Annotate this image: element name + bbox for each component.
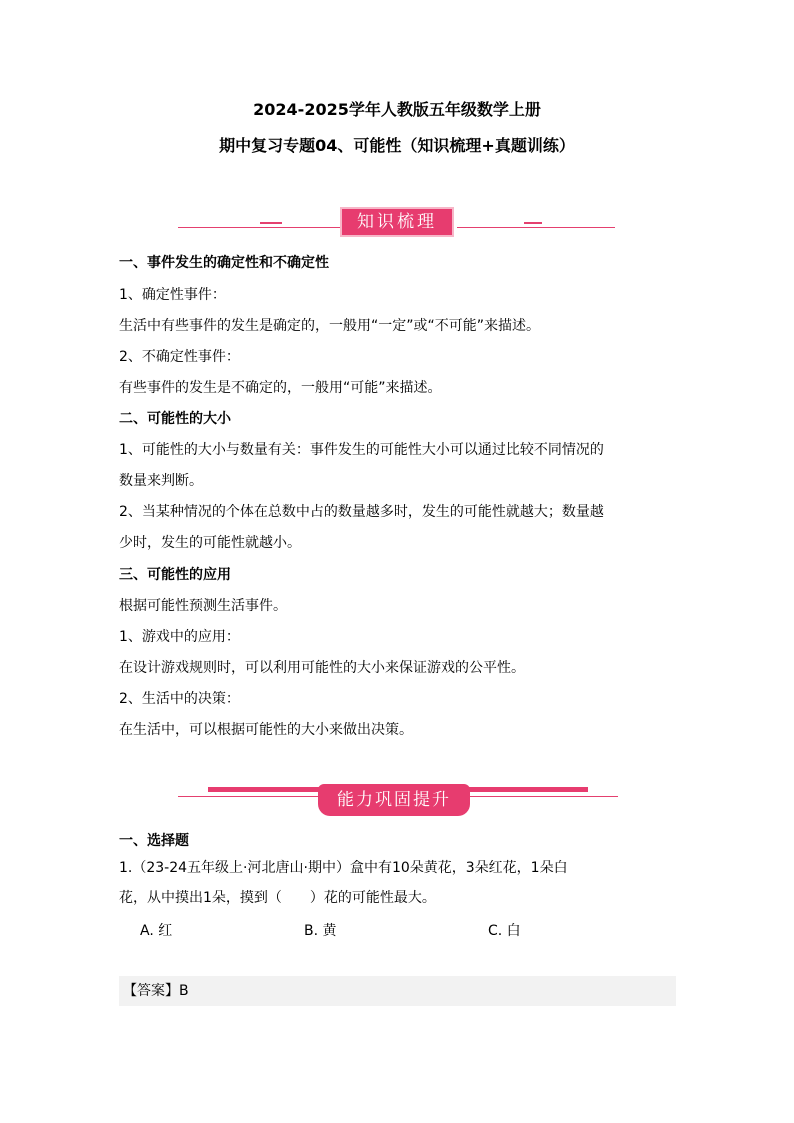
application-life-text: 在生活中，可以根据可能性的大小来做出决策。: [119, 722, 413, 738]
heading-certainty: 一、事件发生的确定性和不确定性: [119, 255, 329, 271]
size-point2-line1: 2、当某种情况的个体在总数中占的数量越多时，发生的可能性就越大；数量越: [119, 504, 604, 520]
size-point1-line2: 数量来判断。: [119, 473, 203, 489]
question1-line1: 1.（23-24五年级上·河北唐山·期中）盒中有10朵黄花，3朵红花，1朵白: [119, 860, 568, 876]
option-c: C. 白: [488, 923, 521, 939]
document-title: 2024-2025学年人教版五年级数学上册: [253, 100, 541, 119]
item-uncertain-label: 2、不确定性事件：: [119, 349, 240, 365]
item-certain-text: 生活中有些事件的发生是确定的，一般用“一定”或“不可能”来描述。: [119, 318, 541, 334]
heading-application: 三、可能性的应用: [119, 567, 231, 583]
answer-box: 【答案】B: [119, 976, 676, 1006]
item-uncertain-text: 有些事件的发生是不确定的，一般用“可能”来描述。: [119, 380, 442, 396]
application-game-text: 在设计游戏规则时，可以利用可能性的大小来保证游戏的公平性。: [119, 660, 525, 676]
application-game-label: 1、游戏中的应用：: [119, 629, 240, 645]
size-point2-line2: 少时，发生的可能性就越小。: [119, 535, 301, 551]
item-certain-label: 1、确定性事件：: [119, 287, 226, 303]
size-point1-line1: 1、可能性的大小与数量有关：事件发生的可能性大小可以通过比较不同情况的: [119, 442, 604, 458]
heading-choice-questions: 一、选择题: [119, 833, 189, 849]
heading-likelihood-size: 二、可能性的大小: [119, 411, 231, 427]
application-intro: 根据可能性预测生活事件。: [119, 598, 287, 614]
option-b: B. 黄: [304, 923, 337, 939]
application-life-label: 2、生活中的决策：: [119, 691, 240, 707]
option-a: A. 红: [140, 923, 173, 939]
section-badge-knowledge: 知识梳理: [340, 207, 454, 237]
document-subtitle: 期中复习专题04、可能性（知识梳理+真题训练）: [219, 136, 575, 155]
question1-line2: 花，从中摸出1朵，摸到（ ）花的可能性最大。: [119, 890, 436, 906]
section-badge-practice: 能力巩固提升: [318, 784, 470, 816]
